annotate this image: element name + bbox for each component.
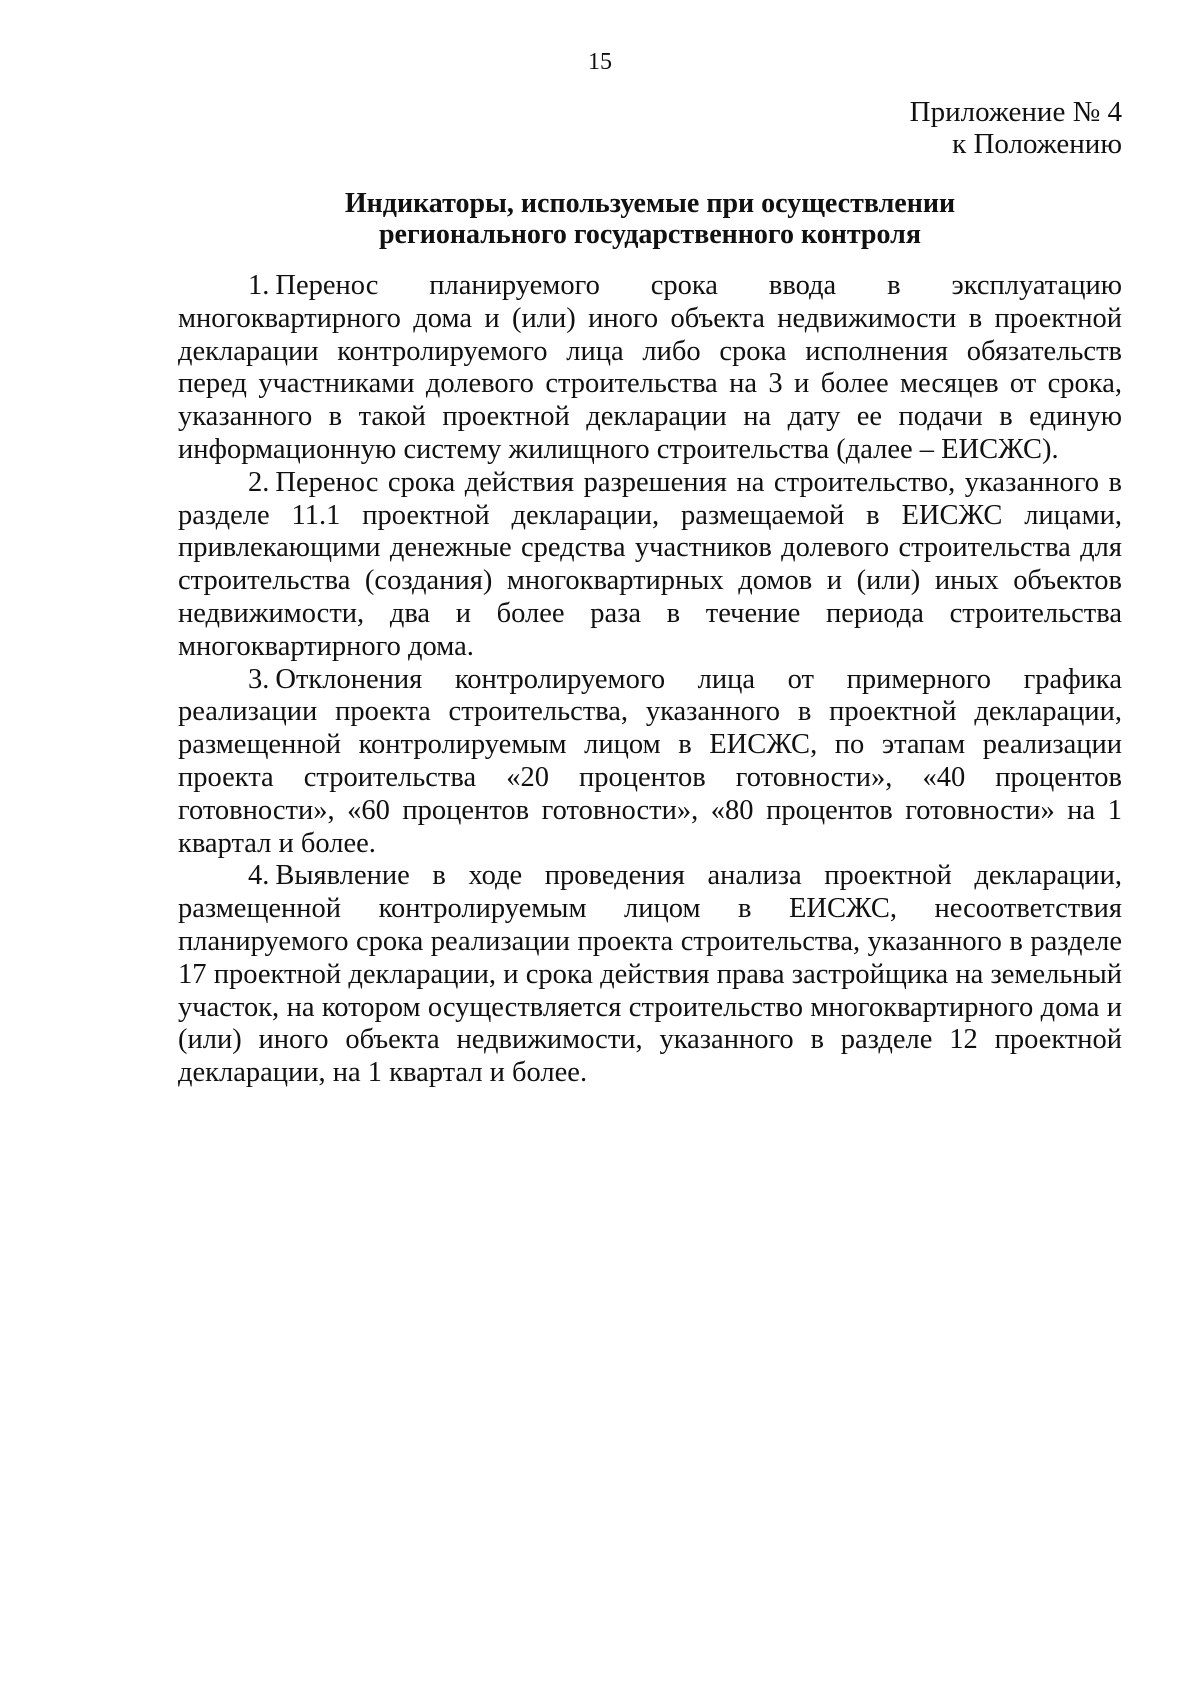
indicator-item-2 xyxy=(178,467,1122,664)
item-number: 4. xyxy=(248,860,270,892)
item-text: Перенос срока действия разрешения на строительство, указанного в разделе 11.1 проектной декларации, размещаемой в ЕИСЖС лицами, привлекающими денежные средства участников долевого строительства для строительства (создания) многоквартирных домов и (или) иных объектов недвижимости, два и более раза в течение периода строительства многоквартирного дома. xyxy=(178,466,1122,662)
item-text: Перенос планируемого срока ввода в эксплуатацию многоквартирного дома и (или) иного объекта недвижимости в проектной декларации контролируемого лица либо срока исполнения обязательств перед участниками долевого строительства на 3 и более месяцев от срока, указанного в такой проектной декларации на дату ее подачи в единую информационную систему жилищного строительства (далее – ЕИСЖС). xyxy=(178,270,1122,465)
item-text: Отклонения контролируемого лица от примерного графика реализации проекта строительства, указанного в проектной декларации, размещенной контролируемым лицом в ЕИСЖС, по этапам реализации проекта строительства «20 процентов готовности», «40 процентов готовности», «60 процентов готовности», «80 процентов готовности» на 1 квартал и более. xyxy=(178,663,1122,859)
item-number: 2. xyxy=(248,466,270,498)
appendix-number: Приложение № 4 xyxy=(909,96,1122,128)
document-body xyxy=(178,270,1122,1090)
indicator-item-1 xyxy=(178,270,1122,467)
title-line-2: регионального государственного контроля xyxy=(378,219,921,250)
indicator-item-3 xyxy=(178,664,1122,861)
appendix-reference xyxy=(910,96,1122,160)
item-text: Выявление в ходе проведения анализа проектной декларации, размещенной контролируемым лицом в ЕИСЖС, несоответствия планируемого срока реализации проекта строительства, указанного в разделе 17 проектной декларации, и срока действия права застройщика на земельный участок, на котором осуществляется строительство многоквартирного дома и (или) иного объекта недвижимости, указанного в разделе 12 проектной декларации, на 1 квартал и более. xyxy=(178,860,1122,1089)
item-number: 3. xyxy=(248,663,270,695)
document-title xyxy=(178,188,1122,250)
indicator-item-4 xyxy=(178,860,1122,1090)
appendix-to-regulation: к Положению xyxy=(952,128,1122,160)
page-number: 15 xyxy=(588,49,612,75)
item-number: 1. xyxy=(248,270,270,301)
title-line-1: Индикаторы, используемые при осуществлении xyxy=(344,188,956,219)
